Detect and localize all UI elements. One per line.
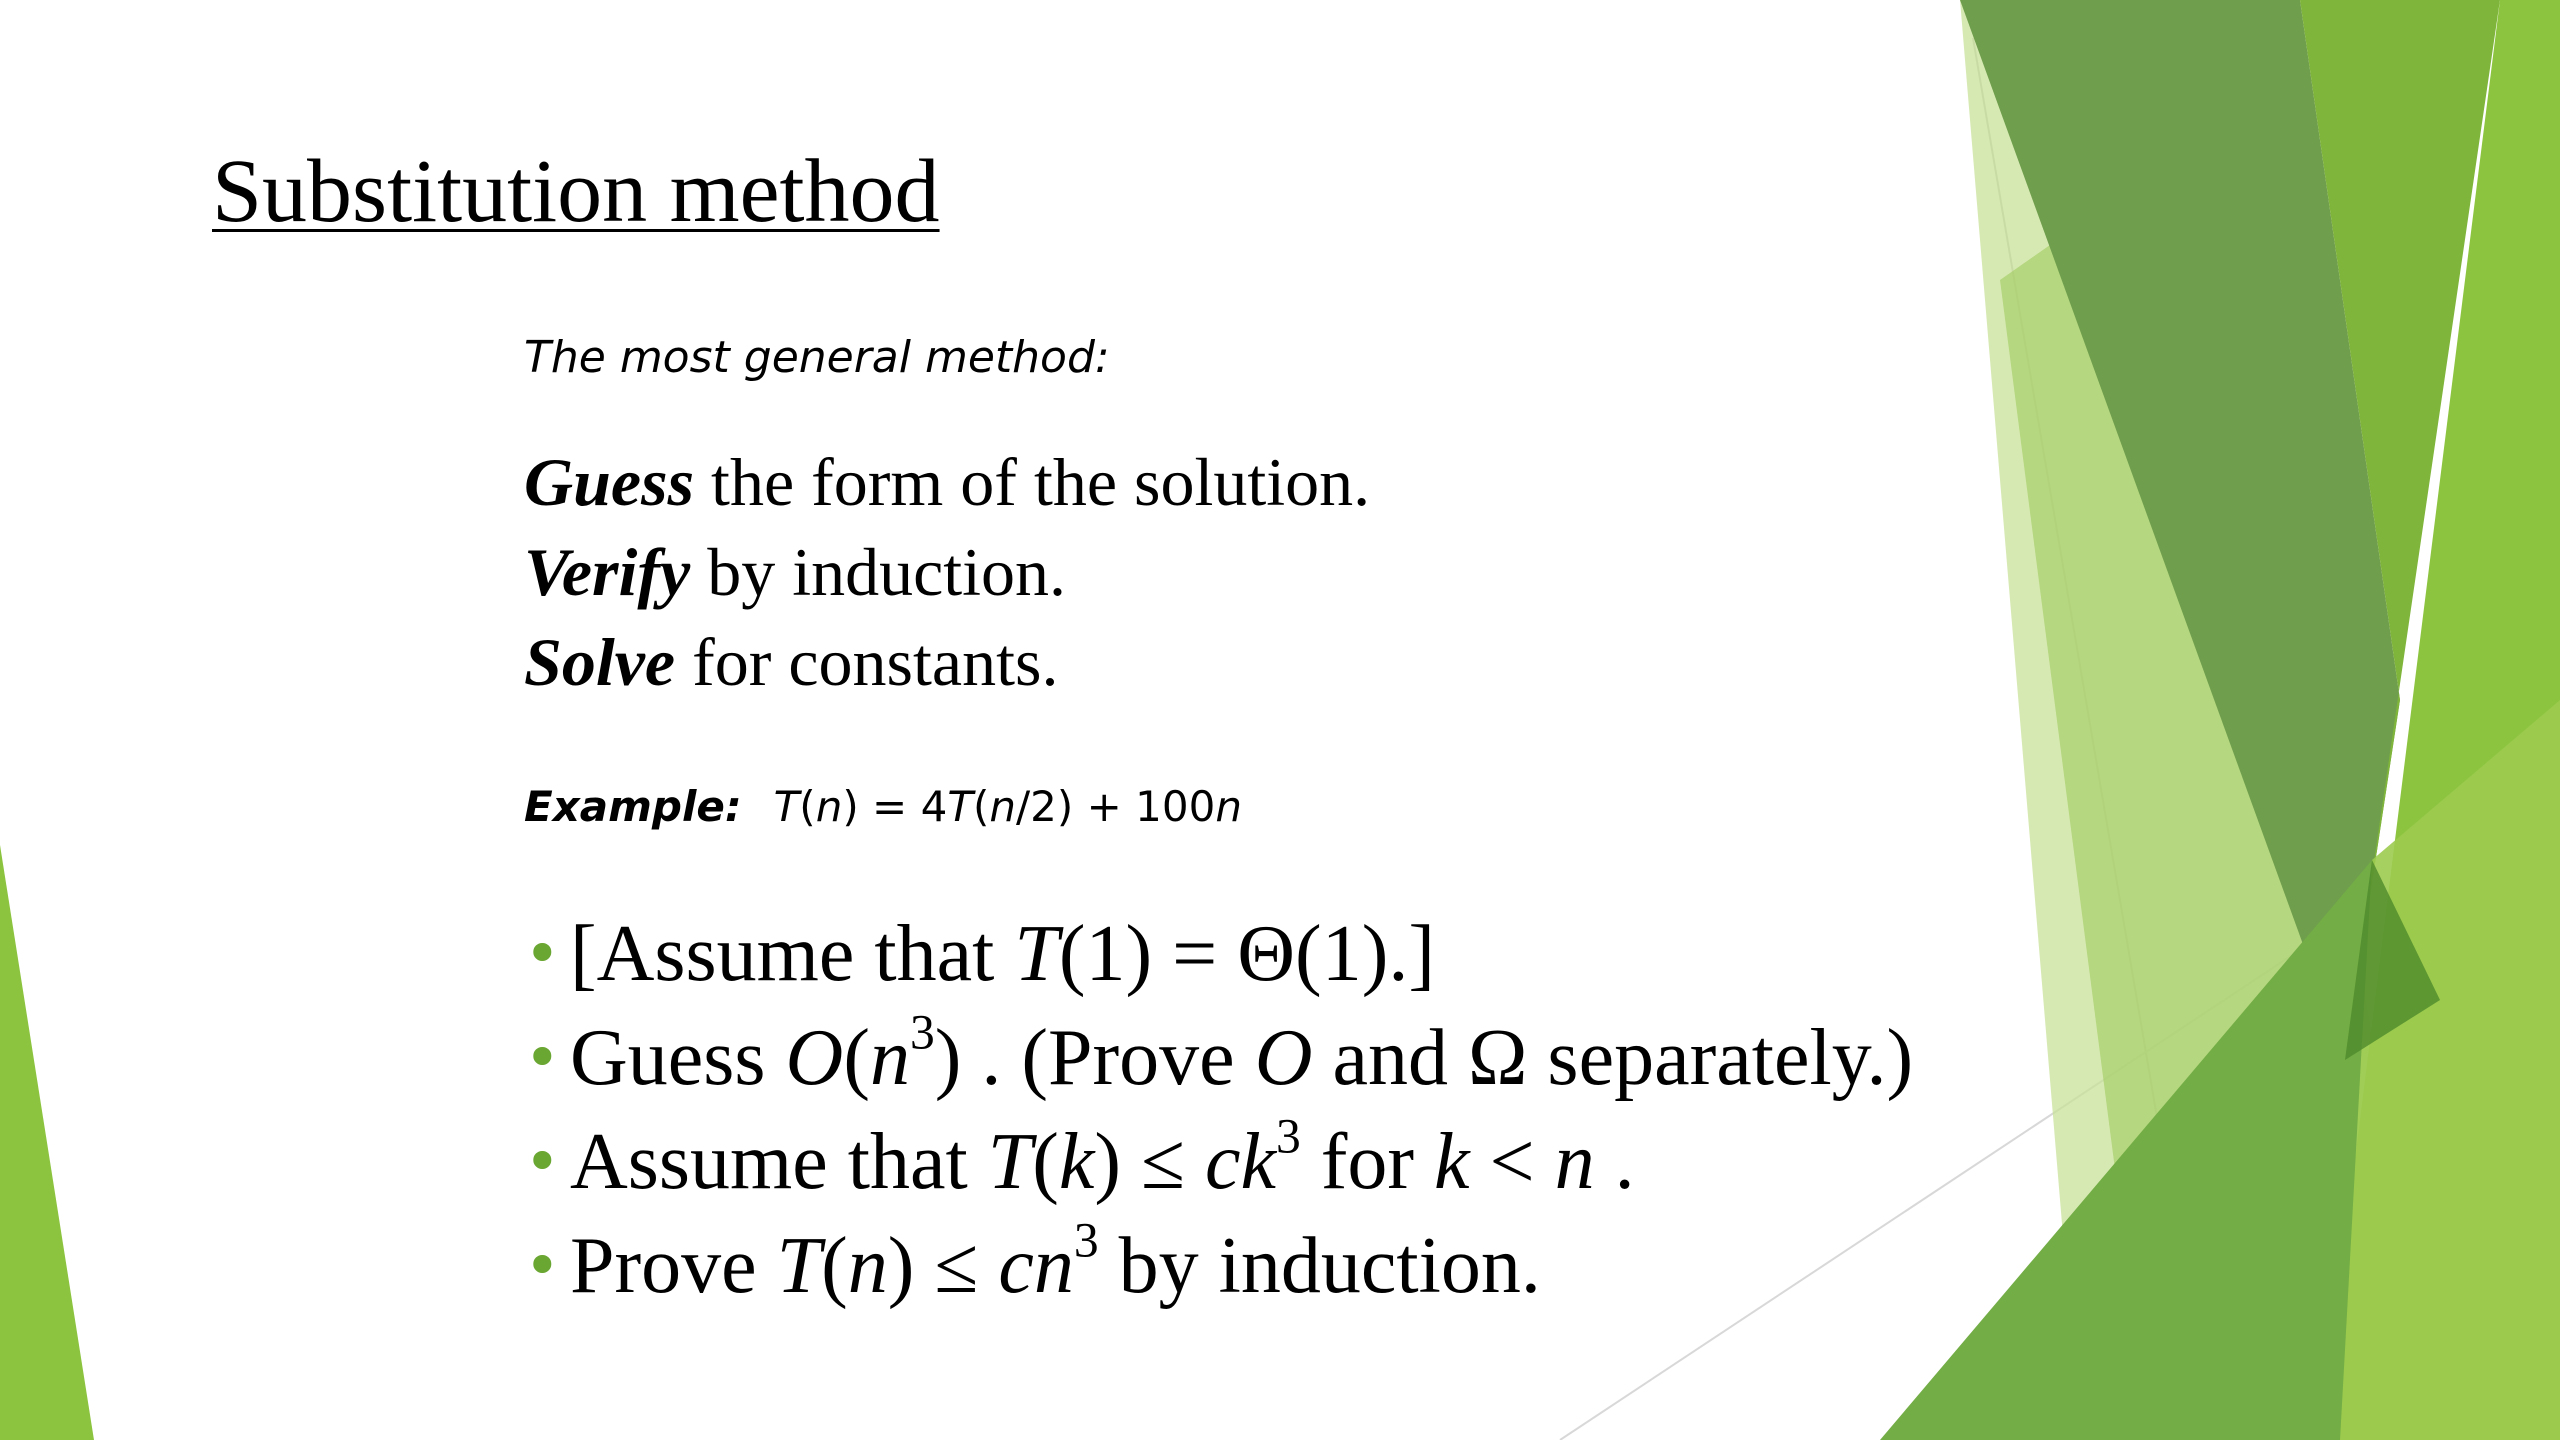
- step-text: the form of the solution.: [694, 444, 1371, 520]
- bullet-item-guess: • Guess $O(n^3)$ . (Prove O and Ω separately.): [524, 1006, 1913, 1110]
- bullet-item-prove: • Prove $T(n) \le cn^3$ by induction.: [524, 1214, 1913, 1318]
- bullet-list: [524, 902, 1913, 1318]
- example-line: [524, 782, 1242, 831]
- step-guess: [524, 437, 1370, 527]
- example-formula: T(n) = 4T(n/2) + 100n: [773, 782, 1242, 831]
- step-text: for constants.: [675, 624, 1059, 700]
- step-keyword: Verify: [524, 534, 691, 610]
- bullet-dot: •: [524, 1229, 561, 1302]
- slide-title: Substitution method: [212, 142, 940, 241]
- bullet-dot: •: [524, 1125, 561, 1198]
- slide-subtitle: The most general method:: [524, 332, 1110, 383]
- step-verify: [524, 527, 1370, 617]
- example-label: Example:: [524, 782, 742, 831]
- step-keyword: Solve: [524, 624, 676, 700]
- bullet-item-assume-hypothesis: • Assume that $T(k) \le ck^3$ for k < n .: [524, 1110, 1913, 1214]
- step-solve: [524, 617, 1370, 707]
- method-steps: [524, 437, 1370, 707]
- bullet-dot: •: [524, 1021, 561, 1094]
- bullet-dot: •: [524, 917, 561, 990]
- decor-shape-left: [0, 845, 94, 1440]
- bullet-item-assume-base: • [Assume that T(1) = Θ(1).]: [524, 902, 1913, 1006]
- step-keyword: Guess: [524, 444, 695, 520]
- step-text: by induction.: [690, 534, 1067, 610]
